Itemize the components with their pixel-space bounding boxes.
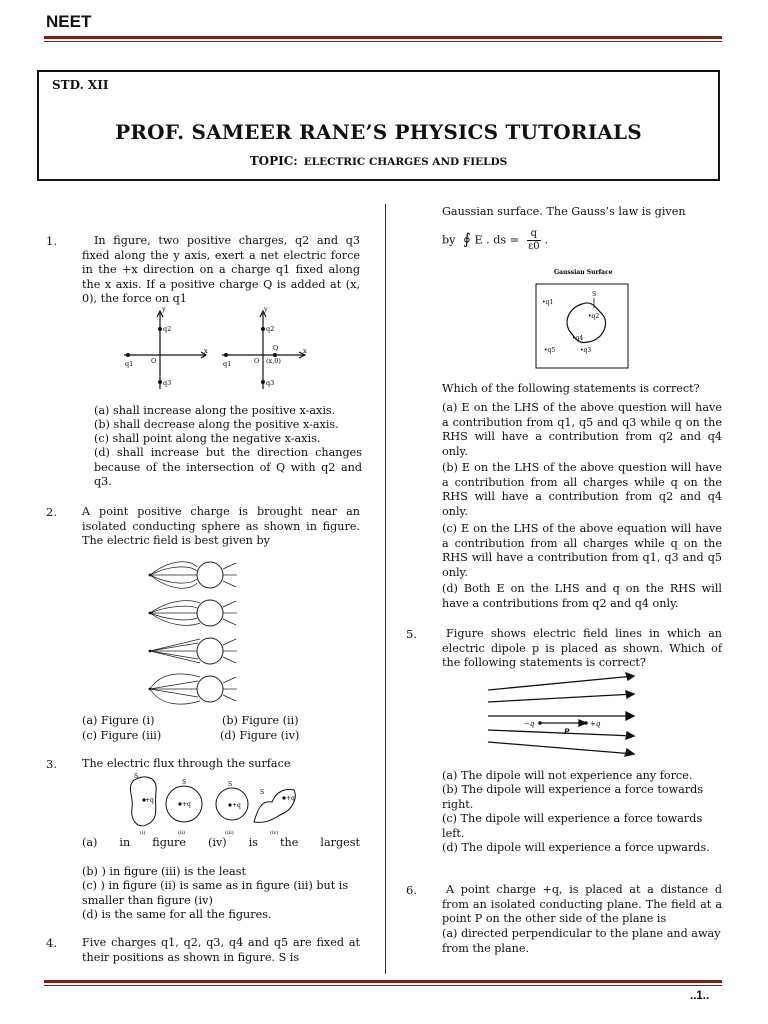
q3-fig-label-i: (i) <box>140 830 146 836</box>
q2-option-a: (a) Figure (i) <box>82 714 155 727</box>
q3-option-d: (d) is the same for all the figures. <box>82 908 272 921</box>
q3-fig-label-iii: (iii) <box>225 830 234 836</box>
page-title: PROF. SAMEER RANE’S PHYSICS TUTORIALS <box>115 120 642 144</box>
q2-number: 2. <box>46 505 57 519</box>
column-divider <box>385 204 386 974</box>
q3-option-b: (b) ) in figure (iii) is the least <box>82 865 246 878</box>
q5-option-c: (c) The dipole will experience a force towards left. <box>442 812 703 840</box>
q5-number: 5. <box>406 627 417 641</box>
q1-fig-o: O <box>151 357 157 365</box>
q4-fig-q5: •q5 <box>544 347 556 354</box>
q2-text: A point positive charge is brought near an isolated conducting sphere as shown in figure. The electric field is best given by <box>82 505 360 547</box>
topic-value: ELECTRIC CHARGES AND FIELDS <box>303 156 508 168</box>
topic-line <box>39 154 718 168</box>
q3-fig-label-iv: (iv) <box>270 830 279 836</box>
bottom-rule-thin <box>44 985 722 986</box>
q3-figure <box>122 772 312 836</box>
std-label: STD. XII <box>52 78 109 92</box>
q3-fig-q3: +q <box>232 802 241 809</box>
top-rule <box>44 36 722 39</box>
q4-stem: Which of the following statements is correct? <box>442 382 700 395</box>
q3-fig-s2: S <box>182 779 187 786</box>
q4-formula-line: by ∮ E . ds = $\frac{q}{\varepsilon 0}$ . <box>442 228 549 252</box>
q4-option-c: (c) E on the LHS of the above equation will have a contribution from all charges while q on the RHS will have a contribution from q1, q3 and q5 only. <box>442 522 722 579</box>
q6-number: 6. <box>406 883 417 897</box>
q6-text: A point charge +q, is placed at a distance d from an isolated conducting plane. The field at a point P on the other side of the plane is <box>442 883 722 925</box>
q4-option-d: (d) Both E on the LHS and q on the RHS will have a contributions from q2 and q4 only. <box>442 582 722 610</box>
q3-text: The electric flux through the surface <box>82 757 291 770</box>
q4-text-cont: Gaussian surface. The Gauss’s law is given <box>442 205 686 218</box>
q4-figure <box>532 264 632 370</box>
q3-fig-q4: +q <box>286 795 295 802</box>
q4-fig-s: S <box>592 291 597 298</box>
q1-fig-x2: x <box>303 347 307 355</box>
q1-number: 1. <box>46 234 57 248</box>
q3-fig-s4: S <box>260 789 265 796</box>
q2-option-d: (d) Figure (iv) <box>220 729 300 742</box>
q4-text: Five charges q1, q2, q3, q4 and q5 are fixed at their positions as shown in figure. S is <box>82 936 360 964</box>
q4-fig-q2: •q2 <box>588 313 600 320</box>
q3-fig-s3: S <box>228 781 233 788</box>
q4-fig-q3: •q3 <box>580 347 592 354</box>
header-box <box>37 70 720 181</box>
q3-fig-label-ii: (ii) <box>178 830 186 836</box>
q1-option-d: (d) shall increase but the direction changes because of the intersection of Q with q2 and q3. <box>94 446 362 488</box>
q5-option-a: (a) The dipole will not experience any force. <box>442 769 693 782</box>
q4-frac-den: ε0 <box>528 241 540 252</box>
q1-fig-x: x <box>204 347 208 355</box>
q1-option-b: (b) shall decrease along the positive x-axis. <box>94 418 339 431</box>
q3-fig-q1: +q <box>145 797 154 804</box>
q4-frac-num: q <box>527 228 541 241</box>
bottom-rule <box>44 980 722 983</box>
q4-formula: E . ds = <box>474 233 520 247</box>
q4-option-b: (b) E on the LHS of the above question will have a contribution from all charges while q on the RHS will have a contribution from q2 and q4 only. <box>442 461 722 518</box>
q1-fig-xo: (x,0) <box>266 357 281 365</box>
page-number: ..1.. <box>690 990 710 1002</box>
brand-label: NEET <box>46 12 92 31</box>
q5-fig-pos: +q <box>590 720 601 728</box>
q4-number: 4. <box>46 936 57 950</box>
q5-text: Figure shows electric field lines in which an electric dipole p is placed as shown. Which of the following statements is correct? <box>442 627 722 669</box>
q1-text: In figure, two positive charges, q2 and q3 fixed along the y axis, exert a net electric force in the +x direction on a charge q1 fixed along the x axis. If a positive charge Q is added at (x, 0), the force on q1 <box>82 234 360 305</box>
q4-fig-q4: •q4 <box>572 335 584 342</box>
q4-by: by <box>442 233 456 247</box>
q2-figure <box>140 555 240 710</box>
q5-option-d: (d) The dipole will experience a force upwards. <box>442 841 710 854</box>
q4-option-a: (a) E on the LHS of the above question will have a contribution from q1, q5 and q3 while q on the RHS will have a contribution from q2 and q4 only. <box>442 401 722 458</box>
q1-figure <box>120 305 310 395</box>
q1-fig-q2: q2 <box>163 325 172 333</box>
q2-option-c: (c) Figure (iii) <box>82 729 162 742</box>
q1-fig-y2: y <box>264 305 268 313</box>
q5-fig-neg: −q <box>524 720 535 728</box>
q3-fig-s1: S <box>134 773 139 780</box>
q3-number: 3. <box>46 757 57 771</box>
q3-fig-q2: +q <box>182 801 191 808</box>
q5-figure <box>484 672 644 766</box>
q1-fig-Q: Q <box>273 344 279 352</box>
q1-fig-q2b: q2 <box>266 325 275 333</box>
q1-fig-q1: q1 <box>125 360 134 368</box>
q1-fig-o2: O <box>254 357 260 365</box>
q3-option-a: (a) in figure (iv) is the largest <box>82 836 360 849</box>
q1-fig-q3: q3 <box>163 379 172 387</box>
q6-option-a: (a) directed perpendicular to the plane and away from the plane. <box>442 927 721 955</box>
top-rule-thin <box>44 41 722 42</box>
q5-fig-p: P <box>564 727 570 736</box>
contour-integral-icon: ∮ <box>463 229 471 248</box>
q1-option-c: (c) shall point along the negative x-axis. <box>94 432 321 445</box>
topic-label: TOPIC: <box>249 154 298 168</box>
q2-option-b: (b) Figure (ii) <box>222 714 299 727</box>
q5-option-b: (b) The dipole will experience a force towards right. <box>442 783 704 811</box>
q3-option-c: (c) ) in figure (ii) is same as in figure (iii) but is smaller than figure (iv) <box>82 879 349 907</box>
q1-option-a: (a) shall increase along the positive x-axis. <box>94 404 336 417</box>
q4-fig-title: Gaussian Surface <box>554 269 613 276</box>
q4-fig-q1: •q1 <box>542 299 554 306</box>
q1-fig-q1b: q1 <box>223 360 232 368</box>
q1-fig-y: y <box>162 305 166 313</box>
q1-fig-q3b: q3 <box>266 379 275 387</box>
